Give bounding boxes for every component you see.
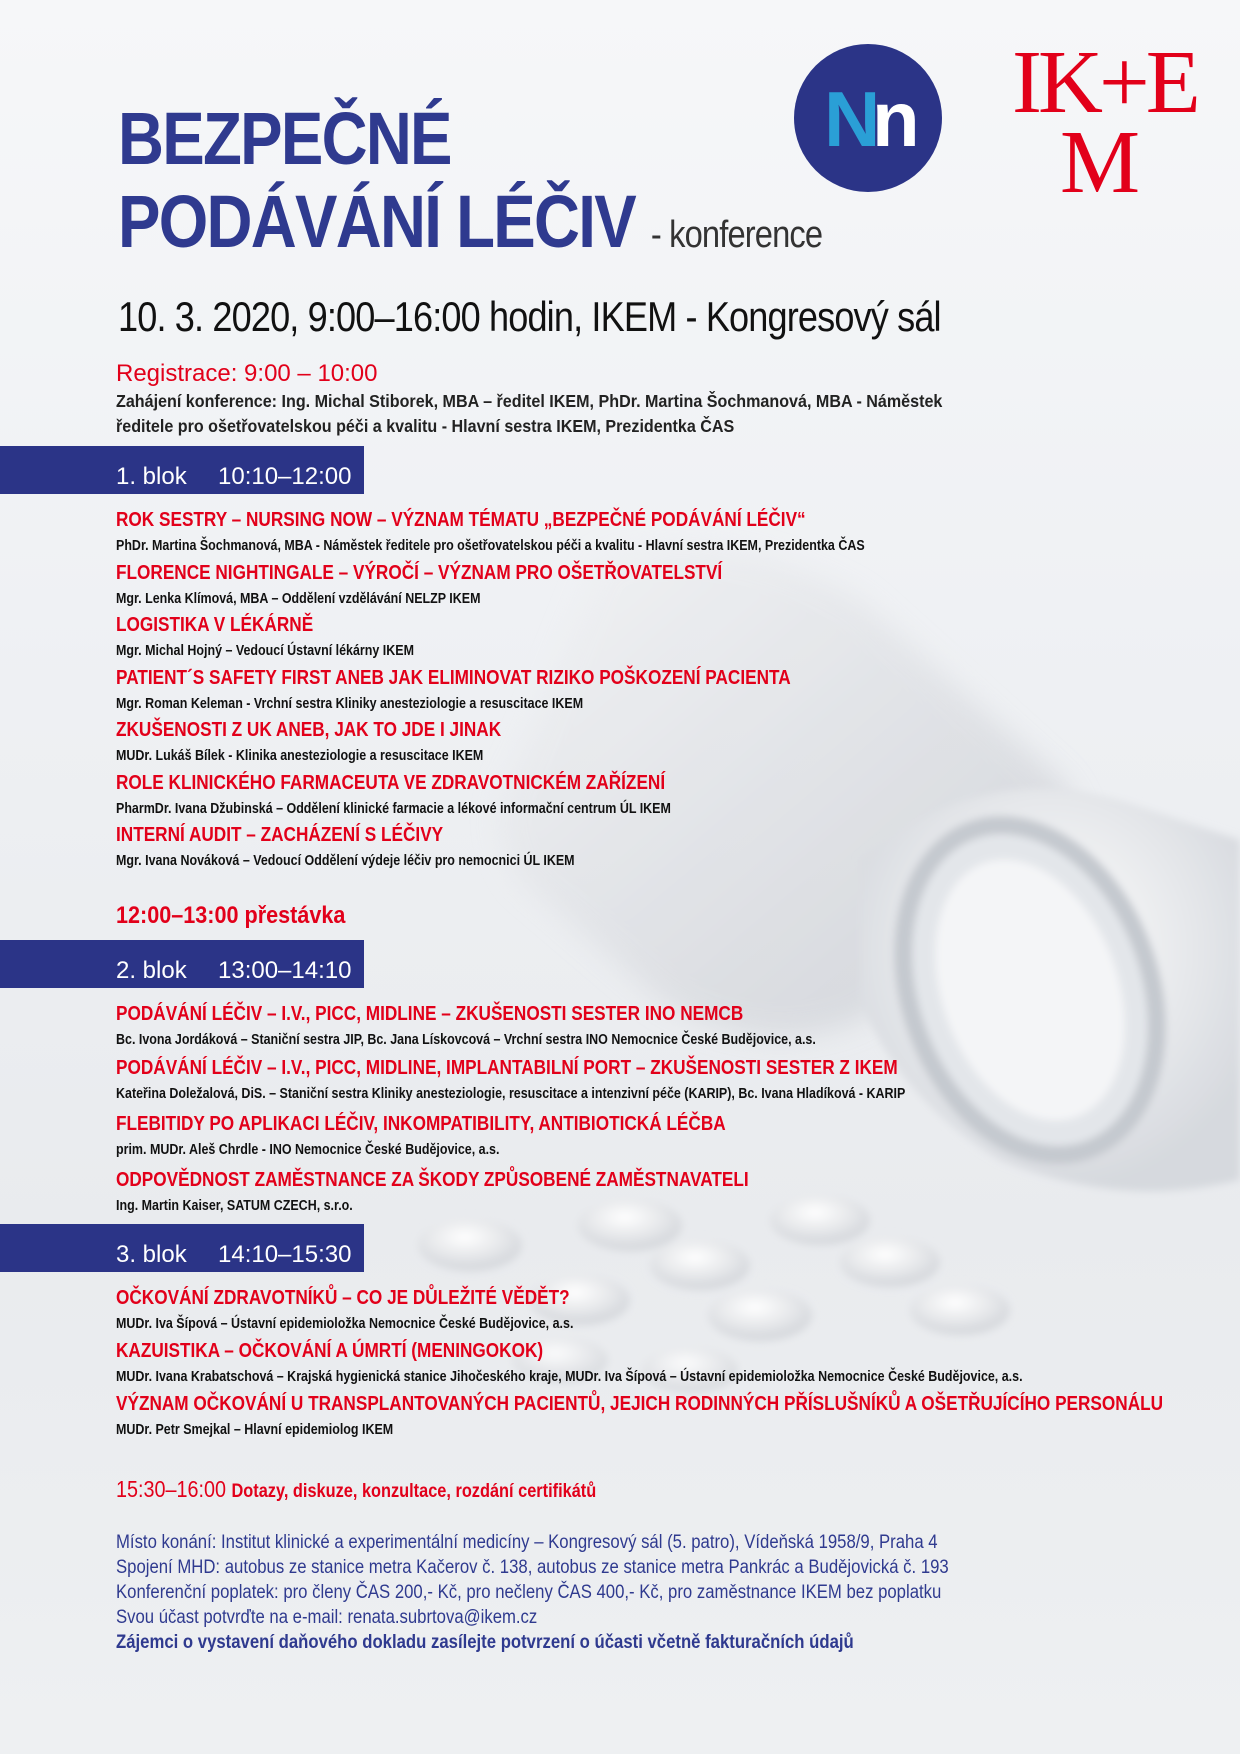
- talk-speakers: PhDr. Martina Šochmanová, MBA - Náměstek ředitele pro ošetřovatelskou péči a kvalitu - Hlavní sestra IKEM, Prezidentka ČAS: [116, 538, 865, 554]
- lunch-break: 12:00–13:00 přestávka: [116, 902, 346, 929]
- block-label: 1. blok: [116, 463, 187, 490]
- talk-title: OČKOVÁNÍ ZDRAVOTNÍKŮ – CO JE DŮLEŽITÉ VĚDĚT?: [116, 1287, 570, 1309]
- nn-logo-letter-n-white: n: [872, 75, 916, 163]
- talk-title: KAZUISTIKA – OČKOVÁNÍ A ÚMRTÍ (MENINGOKOK): [116, 1340, 544, 1362]
- talk-speakers: Mgr. Michal Hojný – Vedoucí Ústavní lékárny IKEM: [116, 643, 414, 659]
- talk-speakers: PharmDr. Ivana Džubinská – Oddělení klinické farmacie a lékové informační centrum ÚL IKEM: [116, 801, 671, 817]
- talk-title: PODÁVÁNÍ LÉČIV – I.V., PICC, MIDLINE, IMPLANTABILNÍ PORT – ZKUŠENOSTI SESTER Z IKEM: [116, 1057, 898, 1079]
- venue-info: Místo konání: Institut klinické a experimentální medicíny – Kongresový sál (5. patro), Vídeňská 1958/9, Praha 4: [116, 1532, 938, 1553]
- talk-title: ROK SESTRY – NURSING NOW – VÝZNAM TÉMATU „BEZPEČNÉ PODÁVÁNÍ LÉČIV“: [116, 509, 806, 531]
- talk-speakers: MUDr. Lukáš Bílek - Klinika anesteziologie a resuscitace IKEM: [116, 748, 484, 764]
- talk-item: [116, 771, 671, 819]
- talk-title: LOGISTIKA V LÉKÁRNĚ: [116, 614, 314, 636]
- talk-speakers: Mgr. Lenka Klímová, MBA – Oddělení vzdělávání NELZP IKEM: [116, 591, 481, 607]
- talk-speakers: MUDr. Iva Šípová – Ústavní epidemioložka Nemocnice České Budějovice, a.s.: [116, 1316, 574, 1332]
- talk-item: [116, 666, 791, 714]
- talk-speakers: Mgr. Roman Keleman - Vrchní sestra Kliniky anesteziologie a resuscitace IKEM: [116, 696, 584, 712]
- title-suffix: - konference: [650, 214, 823, 256]
- nn-logo: [794, 44, 942, 192]
- fee-info: Konferenční poplatek: pro členy ČAS 200,- Kč, pro nečleny ČAS 400,- Kč, pro zaměstnance IKEM bez poplatku: [116, 1582, 942, 1603]
- talk-item: [116, 1056, 905, 1104]
- talk-title: PATIENT´S SAFETY FIRST ANEB JAK ELIMINOVAT RIZIKO POŠKOZENÍ PACIENTA: [116, 667, 791, 689]
- talk-item: [116, 1112, 726, 1160]
- title-line-2-text: PODÁVÁNÍ LÉČIV: [118, 180, 635, 263]
- ikem-logo-row-2: M: [1060, 113, 1141, 212]
- talk-speakers: Ing. Martin Kaiser, SATUM CZECH, s.r.o.: [116, 1198, 353, 1214]
- talk-title: FLEBITIDY PO APLIKACI LÉČIV, INKOMPATIBILITY, ANTIBIOTICKÁ LÉČBA: [116, 1113, 726, 1135]
- ikem-logo: [1012, 33, 1212, 218]
- talk-item: [116, 823, 575, 871]
- block-3-header: [0, 1224, 364, 1272]
- talk-speakers: Bc. Ivona Jordáková – Staniční sestra JIP, Bc. Jana Lískovcová – Vrchní sestra INO Nemocnice České Budějovice, a.s.: [116, 1032, 816, 1048]
- confirmation-email: Svou účast potvrďte na e-mail: renata.subrtova@ikem.cz: [116, 1607, 538, 1628]
- talk-item: [116, 613, 414, 661]
- talk-item: [116, 1339, 1023, 1387]
- talk-item: [116, 1168, 749, 1216]
- talk-speakers: MUDr. Petr Smejkal – Hlavní epidemiolog IKEM: [116, 1422, 394, 1438]
- opening-speakers: Zahájení konference: Ing. Michal Stiborek, MBA – ředitel IKEM, PhDr. Martina Šochmanová, MBA - Náměstek ředitele pro ošetřovatelskou péči a kvalitu - Hlavní sestra IKEM, Prezidentka ČAS: [116, 391, 943, 436]
- talk-title: ZKUŠENOSTI Z UK ANEB, JAK TO JDE I JINAK: [116, 719, 502, 741]
- block-time: 14:10–15:30: [218, 1241, 352, 1268]
- title-line-2: [118, 180, 823, 263]
- talk-title: FLORENCE NIGHTINGALE – VÝROČÍ – VÝZNAM PRO OŠETŘOVATELSTVÍ: [116, 562, 723, 584]
- title-line-1: BEZPEČNÉ: [118, 97, 451, 180]
- talk-speakers: Mgr. Ivana Nováková – Vedoucí Oddělení výdeje léčiv pro nemocnici ÚL IKEM: [116, 853, 575, 869]
- closing-time: 15:30–16:00: [116, 1476, 226, 1502]
- block-2-header: [0, 940, 364, 988]
- talk-item: [116, 508, 865, 556]
- invoice-note: Zájemci o vystavení daňového dokladu zasílejte potvrzení o účasti včetně fakturačních údajů: [116, 1632, 854, 1653]
- talk-title: ODPOVĚDNOST ZAMĚSTNANCE ZA ŠKODY ZPŮSOBENÉ ZAMĚSTNAVATELI: [116, 1169, 749, 1191]
- transport-info: Spojení MHD: autobus ze stanice metra Kačerov č. 138, autobus ze stanice metra Pankrác a Budějovická č. 193: [116, 1557, 949, 1578]
- block-1-header: [0, 446, 364, 494]
- event-date-and-venue: 10. 3. 2020, 9:00–16:00 hodin, IKEM - Kongresový sál: [118, 293, 941, 340]
- talk-title: INTERNÍ AUDIT – ZACHÁZENÍ S LÉČIVY: [116, 824, 444, 846]
- block-label: 2. blok: [116, 957, 187, 984]
- registration-time: Registrace: 9:00 – 10:00: [116, 360, 378, 387]
- closing-text: Dotazy, diskuze, konzultace, rozdání certifikátů: [231, 1481, 597, 1502]
- talk-speakers: prim. MUDr. Aleš Chrdle - INO Nemocnice České Budějovice, a.s.: [116, 1142, 500, 1158]
- nn-logo-letter-n-blue: N: [824, 75, 877, 163]
- block-time: 10:10–12:00: [218, 463, 352, 490]
- talk-title: ROLE KLINICKÉHO FARMACEUTA VE ZDRAVOTNICKÉM ZAŘÍZENÍ: [116, 772, 666, 794]
- practical-info: [116, 1530, 949, 1655]
- talk-item: [116, 718, 501, 766]
- block-time: 13:00–14:10: [218, 957, 352, 984]
- closing-session: [116, 1476, 596, 1503]
- talk-item: [116, 561, 722, 609]
- talk-item: [116, 1002, 816, 1050]
- talk-item: [116, 1286, 573, 1334]
- talk-title: VÝZNAM OČKOVÁNÍ U TRANSPLANTOVANÝCH PACIENTŮ, JEJICH RODINNÝCH PŘÍSLUŠNÍKŮ A OŠETŘUJÍCÍHO PERSONÁLU: [116, 1393, 1164, 1415]
- talk-speakers: MUDr. Ivana Krabatschová – Krajská hygienická stanice Jihočeského kraje, MUDr. Iva Šípová – Ústavní epidemioložka Nemocnice České Budějovice, a.s.: [116, 1369, 1023, 1385]
- ikem-logo-row-1: IK+E: [1012, 33, 1197, 132]
- talk-speakers: Kateřina Doležalová, DiS. – Staniční sestra Kliniky anesteziologie, resuscitace a intenzivní péče (KARIP), Bc. Ivana Hladíková - KARIP: [116, 1086, 906, 1102]
- talk-title: PODÁVÁNÍ LÉČIV – I.V., PICC, MIDLINE – ZKUŠENOSTI SESTER INO NEMCB: [116, 1003, 744, 1025]
- block-label: 3. blok: [116, 1241, 187, 1268]
- talk-item: [116, 1392, 1163, 1440]
